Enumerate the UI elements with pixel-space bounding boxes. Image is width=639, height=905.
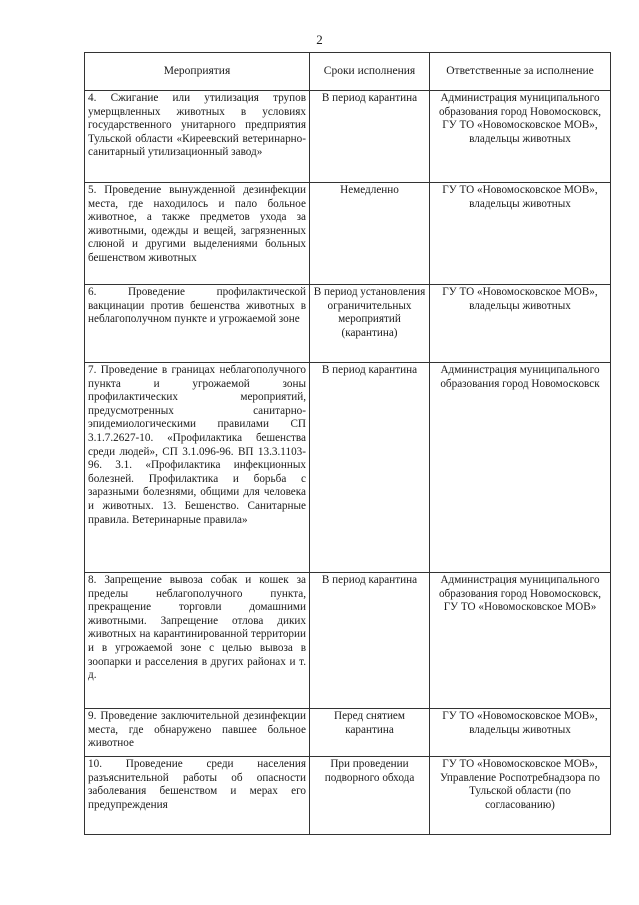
table-row: [85, 285, 611, 363]
deadline-cell: В период карантина: [310, 91, 430, 183]
activity-cell: 8. Запрещение вывоза собак и кошек за пределы неблагополучного пункта, прекращение торговли домашними животными. Запрещение отлова диких животных на карантинированной территории и в угрожаемой зоне с целью вывоза в зоопарки и расселения в других районах и т. д.: [85, 573, 310, 709]
deadline-cell: Перед снятием карантина: [310, 709, 430, 757]
deadline-cell: В период установления ограничительных мероприятий (карантина): [310, 285, 430, 363]
activity-cell: 9. Проведение заключительной дезинфекции места, где обнаружено павшее больное животное: [85, 709, 310, 757]
activity-cell: 10. Проведение среди населения разъяснительной работы об опасности заболевания бешенством и мерах его предупреждения: [85, 757, 310, 835]
deadline-cell: При проведении подворного обхода: [310, 757, 430, 835]
responsible-cell: ГУ ТО «Новомосковское МОВ», владельцы животных: [430, 183, 611, 285]
responsible-cell: Администрация муниципального образования город Новомосковск, ГУ ТО «Новомосковское МОВ»: [430, 573, 611, 709]
table-row: [85, 757, 611, 835]
header-deadline: Сроки исполнения: [310, 53, 430, 91]
responsible-cell: ГУ ТО «Новомосковское МОВ», владельцы животных: [430, 709, 611, 757]
activity-cell: 4. Сжигание или утилизация трупов умерщвленных животных в условиях государственного унитарного предприятия Тульской области «Киреевский ветеринарно-санитарный утилизационный завод»: [85, 91, 310, 183]
page-number: 2: [316, 32, 323, 47]
header-responsible: Ответственные за исполнение: [430, 53, 611, 91]
table-row: [85, 709, 611, 757]
header-activity: Мероприятия: [85, 53, 310, 91]
table-row: [85, 91, 611, 183]
deadline-cell: В период карантина: [310, 363, 430, 573]
deadline-cell: В период карантина: [310, 573, 430, 709]
table-row: [85, 363, 611, 573]
activity-cell: 7. Проведение в границах неблагополучного пункта и угрожаемой зоны профилактических мероприятий, предусмотренных санитарно-эпидемиологическими правилами СП 3.1.7.2627-10. «Профилактика бешенства среди людей», СП 3.1.096-96. ВП 13.3.1103-96. 3.1. «Профилактика инфекционных болезней. Профилактика и борьба с заразными болезнями, общими для человека и животных. 13. Бешенство. Санитарные правила. Ветеринарные правила»: [85, 363, 310, 573]
responsible-cell: Администрация муниципального образования город Новомосковск: [430, 363, 611, 573]
deadline-cell: Немедленно: [310, 183, 430, 285]
table-row: [85, 573, 611, 709]
responsible-cell: Администрация муниципального образования город Новомосковск, ГУ ТО «Новомосковское МОВ», владельцы животных: [430, 91, 611, 183]
responsible-cell: ГУ ТО «Новомосковское МОВ», владельцы животных: [430, 285, 611, 363]
table-header-row: [85, 53, 611, 91]
activity-cell: 6. Проведение профилактической вакцинации против бешенства животных в неблагополучном пункте и угрожаемой зоне: [85, 285, 310, 363]
measures-table: [84, 52, 611, 835]
activity-cell: 5. Проведение вынужденной дезинфекции места, где находилось и пало больное животное, а также предметов ухода за животными, одежды и вещей, загрязненных слюной и другими выделениями больных бешенством животных: [85, 183, 310, 285]
table-row: [85, 183, 611, 285]
responsible-cell: ГУ ТО «Новомосковское МОВ», Управление Роспотребнадзора по Тульской области (по согласованию): [430, 757, 611, 835]
